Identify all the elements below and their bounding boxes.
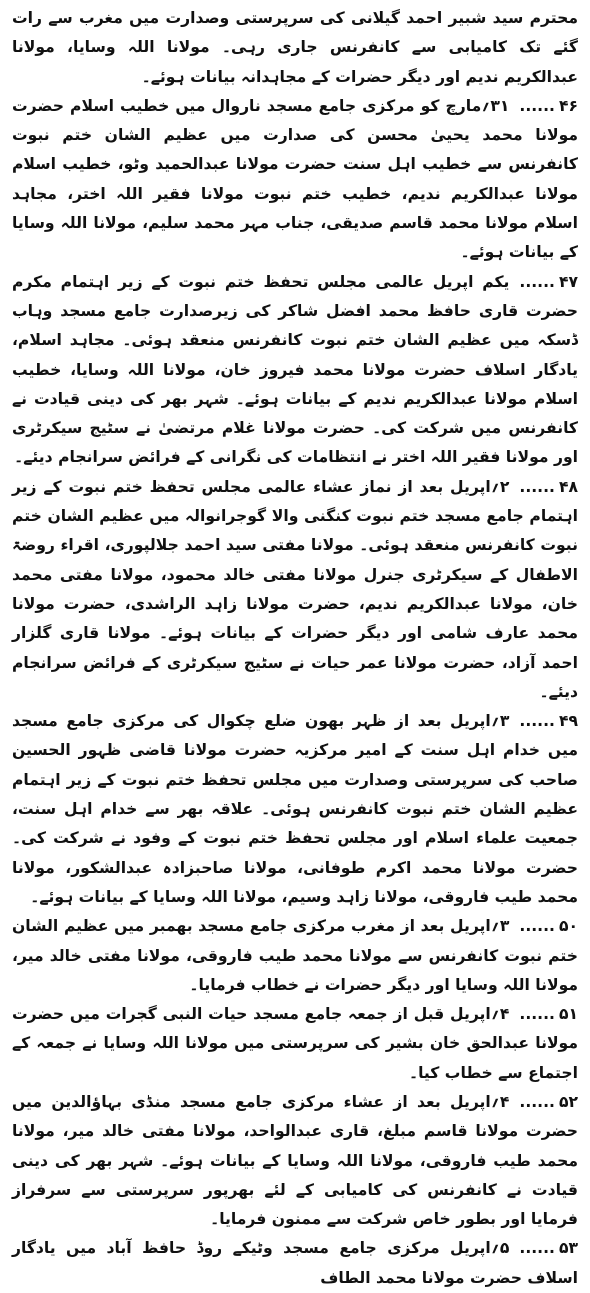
leader-dots: ...... — [519, 917, 555, 936]
paragraph-number: ۵۰ — [558, 917, 578, 936]
leader-dots: ...... — [519, 96, 555, 115]
paragraph-text: ۵؍اپریل مرکزی جامع مسجد وٹیکے روڈ حافظ آباد میں یادگار اسلاف حضرت مولانا محمد الطاف — [12, 1239, 578, 1287]
paragraph-48 — [12, 473, 578, 707]
paragraph-46 — [12, 92, 578, 268]
paragraph-number: ۵۲ — [558, 1092, 578, 1111]
paragraph-continuation — [12, 4, 578, 92]
leader-dots: ...... — [519, 477, 555, 496]
paragraph-number: ۴۹ — [558, 712, 578, 731]
paragraph-text: یکم اپریل عالمی مجلس تحفظ ختم نبوت کے زیر اہتمام مکرم حضرت قاری حافظ محمد افضل شاکر کی زیرصدارت جامع مسجد وہاب ڈسکہ میں عظیم الشان ختم نبوت کانفرنس منعقد ہوئی۔ مجاہد اسلام، یادگار اسلاف حضرت مولانا محمد فیروز خان، مولانا اللہ وسایا، خطیب اسلام مولانا عبدالکریم ندیم کے بیانات ہوئے۔ شہر بھر کی دینی قیادت نے کانفرنس میں شرکت کی۔ حضرت مولانا غلام مرتضیٰ نے سٹیج سیکرٹری اور مولانا فقیر اللہ اختر نے انتظامات کی نگرانی کے فرائض سرانجام دیئے۔ — [12, 272, 578, 467]
leader-dots: ...... — [519, 272, 555, 291]
paragraph-number: ۴۶ — [558, 96, 578, 115]
paragraph-text: ۳؍اپریل بعد از مغرب مرکزی جامع مسجد بھمبر میں عظیم الشان ختم نبوت کانفرنس سے مولانا محمد طیب فاروقی، مولانا مفتی خالد میر، مولانا اللہ وسایا اور دیگر حضرات نے خطاب فرمایا۔ — [12, 917, 578, 994]
paragraph-number: ۵۱ — [558, 1005, 578, 1024]
leader-dots: ...... — [519, 712, 555, 731]
paragraph-text: ۲؍اپریل بعد از نماز عشاء عالمی مجلس تحفظ ختم نبوت کے زیر اہتمام جامع مسجد ختم نبوت کنگنی والا گوجرانوالہ میں عظیم الشان ختم نبوت کانفرنس منعقد ہوئی۔ مولانا مفتی سید احمد جلالپوری، اقراء روضۃ الاطفال کے سیکرٹری جنرل مولانا مفتی خالد محمود، مولانا مفتی محمد خان، مولانا عبدالکریم ندیم، حضرت مولانا زاہد الراشدی، حضرت مولانا محمد عارف شامی اور دیگر حضرات کے بیانات ہوئے۔ مولانا قاری گلزار احمد آزاد، حضرت مولانا عمر حیات نے سٹیج سیکرٹری کے فرائض سرانجام دیئے۔ — [12, 477, 578, 701]
paragraph-text: محترم سید شبیر احمد گیلانی کی سرپرستی وصدارت میں مغرب سے رات گئے تک کامیابی سے کانفرنس جاری رہی۔ مولانا اللہ وسایا، مولانا عبدالکریم ندیم اور دیگر حضرات کے مجاہدانہ بیانات ہوئے۔ — [12, 9, 578, 86]
paragraph-number: ۴۷ — [558, 272, 578, 291]
paragraph-52 — [12, 1088, 578, 1234]
paragraph-49 — [12, 707, 578, 912]
paragraph-53 — [12, 1234, 578, 1293]
paragraph-text: ۳۱؍مارچ کو مرکزی جامع مسجد ناروال میں خطیب اسلام حضرت مولانا محمد یحییٰ محسن کی صدارت میں عظیم الشان ختم نبوت کانفرنس سے خطیب اہل سنت حضرت مولانا عبدالحمید وٹو، خطیب اسلام مولانا عبدالکریم ندیم، خطیب ختم نبوت مولانا فقیر اللہ اختر، مجاہد اسلام مولانا محمد قاسم صدیقی، جناب مہر محمد سلیم، مولانا اللہ وسایا کے بیانات ہوئے۔ — [12, 96, 578, 262]
leader-dots: ...... — [519, 1092, 555, 1111]
paragraph-47 — [12, 268, 578, 473]
paragraph-51 — [12, 1000, 578, 1088]
paragraph-text: ۴؍اپریل قبل از جمعہ جامع مسجد حیات النبی گجرات میں حضرت مولانا عبدالحق خان بشیر کی سرپرستی میں مولانا اللہ وسایا نے جمعہ کے اجتماع سے خطاب کیا۔ — [12, 1005, 578, 1082]
leader-dots: ...... — [519, 1005, 555, 1024]
paragraph-number: ۵۳ — [558, 1239, 578, 1258]
paragraph-number: ۴۸ — [558, 477, 578, 496]
paragraph-text: ۴؍اپریل بعد از عشاء مرکزی جامع مسجد منڈی بہاؤالدین میں حضرت مولانا قاسم مبلغ، قاری عبدالواحد، مولانا مفتی خالد میر، مولانا محمد طیب فاروقی، مولانا اللہ وسایا کے بیانات ہوئے۔ شہر بھر کی دینی قیادت نے کانفرنس کی کامیابی کے لئے بھرپور سرپرستی سے سرفراز فرمایا اور بطور خاص شرکت سے ممنون فرمایا۔ — [12, 1092, 578, 1229]
leader-dots: ...... — [519, 1239, 555, 1258]
paragraph-text: ۳؍اپریل بعد از ظہر بھون ضلع چکوال کی مرکزی جامع مسجد میں خدام اہل سنت کے امیر مرکزیہ حضرت مولانا قاضی ظہور الحسین صاحب کی سرپرستی وصدارت میں مجلس تحفظ ختم نبوت کے زیر اہتمام عظیم الشان ختم نبوت کانفرنس ہوئی۔ علاقہ بھر سے خدام اہل سنت، جمعیت علماء اسلام اور مجلس تحفظ ختم نبوت کے وفود نے شرکت کی۔ حضرت مولانا محمد اکرم طوفانی، مولانا صاحبزادہ عبدالشکور، مولانا محمد طیب فاروقی، مولانا زاہد وسیم، مولانا اللہ وسایا کے بیانات ہوئے۔ — [12, 712, 578, 906]
paragraph-50 — [12, 912, 578, 1000]
